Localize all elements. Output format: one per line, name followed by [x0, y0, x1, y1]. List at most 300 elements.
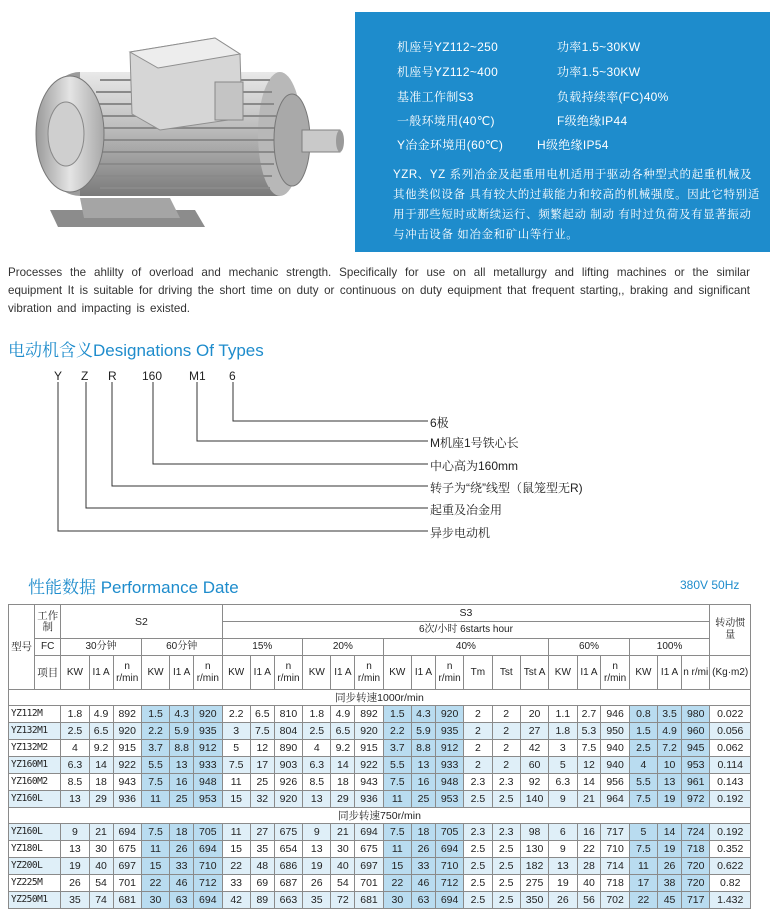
- value-cell: 936: [355, 791, 383, 808]
- p100-header: 100%: [629, 639, 710, 656]
- value-cell: 26: [61, 875, 89, 892]
- value-cell: 275: [520, 875, 548, 892]
- code-m1: M1: [189, 369, 206, 383]
- value-cell: 940: [601, 740, 629, 757]
- value-cell: 350: [520, 892, 548, 909]
- value-cell: 933: [194, 757, 222, 774]
- label-poles: 6极: [430, 416, 449, 430]
- value-cell: 8.8: [411, 740, 435, 757]
- value-cell: 0.622: [710, 858, 751, 875]
- value-cell: 182: [520, 858, 548, 875]
- table-row: [9, 892, 751, 909]
- value-cell: 2.2: [222, 706, 250, 723]
- value-cell: 29: [331, 791, 355, 808]
- value-cell: 11: [222, 774, 250, 791]
- value-cell: 74: [89, 892, 113, 909]
- p40-header: 40%: [383, 639, 549, 656]
- value-cell: 35: [250, 841, 274, 858]
- unit-header-cell: I1 A: [170, 656, 194, 690]
- value-cell: 922: [355, 757, 383, 774]
- model-cell: YZ250M1: [9, 892, 61, 909]
- value-cell: 98: [520, 824, 548, 841]
- value-cell: 694: [113, 824, 141, 841]
- value-cell: 15: [383, 858, 411, 875]
- value-cell: 13: [170, 757, 194, 774]
- fc-header: FC: [35, 639, 61, 656]
- table-row: [9, 841, 751, 858]
- value-cell: 25: [250, 774, 274, 791]
- spec-panel: [355, 12, 770, 252]
- value-cell: 25: [411, 791, 435, 808]
- spec-left: 一般环境用(40℃): [397, 114, 495, 128]
- value-cell: 29: [89, 791, 113, 808]
- value-cell: 980: [682, 706, 710, 723]
- value-cell: 920: [355, 723, 383, 740]
- value-cell: 694: [194, 892, 222, 909]
- value-cell: 7.5: [629, 791, 657, 808]
- value-cell: 1.8: [549, 723, 577, 740]
- value-cell: 20: [520, 706, 548, 723]
- value-cell: 2: [492, 740, 520, 757]
- unit-header-cell: I1 A: [89, 656, 113, 690]
- value-cell: 56: [577, 892, 601, 909]
- value-cell: 14: [89, 757, 113, 774]
- value-cell: 15: [141, 858, 169, 875]
- value-cell: 35: [303, 892, 331, 909]
- value-cell: 3.7: [141, 740, 169, 757]
- unit-header-cell: n r/min: [601, 656, 629, 690]
- value-cell: 3: [549, 740, 577, 757]
- value-cell: 4.3: [411, 706, 435, 723]
- value-cell: 6: [549, 824, 577, 841]
- value-cell: 30: [141, 892, 169, 909]
- value-cell: 712: [194, 875, 222, 892]
- value-cell: 2.5: [464, 875, 492, 892]
- value-cell: 2: [464, 757, 492, 774]
- value-cell: 9.2: [89, 740, 113, 757]
- value-cell: 720: [682, 875, 710, 892]
- value-cell: 32: [250, 791, 274, 808]
- group-1000: 同步转速1000r/min: [9, 690, 751, 706]
- value-cell: 2.2: [383, 723, 411, 740]
- value-cell: 714: [601, 858, 629, 875]
- value-cell: 19: [658, 841, 682, 858]
- table-row: [9, 858, 751, 875]
- value-cell: 1.8: [303, 706, 331, 723]
- unit-header-cell: I1 A: [411, 656, 435, 690]
- p20-header: 20%: [303, 639, 384, 656]
- value-cell: 675: [355, 841, 383, 858]
- value-cell: 2.3: [464, 774, 492, 791]
- value-cell: 19: [303, 858, 331, 875]
- label-center-height: 中心高为160mm: [430, 459, 519, 473]
- value-cell: 28: [577, 858, 601, 875]
- s2-60-header: 60分钟: [141, 639, 222, 656]
- value-cell: 920: [274, 791, 302, 808]
- value-cell: 705: [194, 824, 222, 841]
- value-cell: 0.352: [710, 841, 751, 858]
- performance-table: [8, 604, 751, 909]
- value-cell: 40: [89, 858, 113, 875]
- value-cell: 3: [222, 723, 250, 740]
- value-cell: 7.5: [250, 723, 274, 740]
- value-cell: 936: [113, 791, 141, 808]
- value-cell: 2: [492, 757, 520, 774]
- value-cell: 654: [274, 841, 302, 858]
- value-cell: 2.5: [464, 841, 492, 858]
- value-cell: 11: [383, 841, 411, 858]
- value-cell: 961: [682, 774, 710, 791]
- value-cell: 2.5: [629, 740, 657, 757]
- value-cell: 964: [601, 791, 629, 808]
- value-cell: 15: [222, 791, 250, 808]
- model-cell: YZ132M2: [9, 740, 61, 757]
- unit-header-cell: n r/min: [355, 656, 383, 690]
- code-160: 160: [142, 369, 163, 383]
- value-cell: 810: [274, 706, 302, 723]
- value-cell: 687: [274, 875, 302, 892]
- duty-header: 工作制: [35, 605, 61, 639]
- designation-lines: [0, 360, 560, 550]
- spec-right: H级绝缘IP54: [537, 138, 609, 152]
- value-cell: 17: [629, 875, 657, 892]
- value-cell: 16: [170, 774, 194, 791]
- value-cell: 18: [89, 774, 113, 791]
- value-cell: 710: [194, 858, 222, 875]
- code-z: Z: [81, 369, 89, 383]
- unit-header-cell: KW: [303, 656, 331, 690]
- value-cell: 25: [170, 791, 194, 808]
- value-cell: 21: [577, 791, 601, 808]
- value-cell: 48: [250, 858, 274, 875]
- value-cell: 915: [355, 740, 383, 757]
- value-cell: 22: [141, 875, 169, 892]
- unit-header-cell: I1 A: [658, 656, 682, 690]
- p15-header: 15%: [222, 639, 303, 656]
- value-cell: 22: [222, 858, 250, 875]
- motor-image: [20, 22, 345, 234]
- value-cell: 30: [383, 892, 411, 909]
- value-cell: 9.2: [331, 740, 355, 757]
- value-cell: 19: [61, 858, 89, 875]
- value-cell: 694: [355, 824, 383, 841]
- value-cell: 948: [194, 774, 222, 791]
- value-cell: 953: [194, 791, 222, 808]
- value-cell: 4.9: [658, 723, 682, 740]
- model-cell: YZ160M2: [9, 774, 61, 791]
- value-cell: 0.82: [710, 875, 751, 892]
- value-cell: 38: [658, 875, 682, 892]
- value-cell: 18: [331, 774, 355, 791]
- s2-header: S2: [61, 605, 222, 639]
- value-cell: 953: [682, 757, 710, 774]
- value-cell: 14: [658, 824, 682, 841]
- value-cell: 694: [435, 892, 463, 909]
- value-cell: 6.3: [549, 774, 577, 791]
- value-cell: 30: [89, 841, 113, 858]
- designation-heading: 电动机含义Designations Of Types: [8, 341, 264, 360]
- value-cell: 946: [601, 706, 629, 723]
- unit-header-cell: n r/mi: [682, 656, 710, 690]
- value-cell: 27: [520, 723, 548, 740]
- unit-header-cell: I1 A: [577, 656, 601, 690]
- table-row: [9, 774, 751, 791]
- value-cell: 675: [274, 824, 302, 841]
- value-cell: 2.5: [61, 723, 89, 740]
- value-cell: 892: [113, 706, 141, 723]
- value-cell: 5: [629, 824, 657, 841]
- value-cell: 710: [435, 858, 463, 875]
- value-cell: 5.5: [141, 757, 169, 774]
- value-cell: 0.192: [710, 824, 751, 841]
- value-cell: 19: [658, 791, 682, 808]
- unit-header-cell: KW: [549, 656, 577, 690]
- model-cell: YZ132M1: [9, 723, 61, 740]
- value-cell: 54: [331, 875, 355, 892]
- value-cell: 681: [113, 892, 141, 909]
- value-cell: 13: [549, 858, 577, 875]
- value-cell: 2: [464, 740, 492, 757]
- value-cell: 40: [331, 858, 355, 875]
- model-header: 型号: [9, 605, 35, 690]
- value-cell: 130: [520, 841, 548, 858]
- value-cell: 9: [61, 824, 89, 841]
- value-cell: 720: [682, 858, 710, 875]
- spec-row: [397, 136, 609, 153]
- unit-header-cell: Tst: [492, 656, 520, 690]
- value-cell: 27: [250, 824, 274, 841]
- value-cell: 2.5: [492, 858, 520, 875]
- value-cell: 0.192: [710, 791, 751, 808]
- unit-header-cell: n r/min: [274, 656, 302, 690]
- value-cell: 13: [61, 791, 89, 808]
- model-cell: YZ225M: [9, 875, 61, 892]
- spec-left: 机座号YZ112~400: [397, 65, 499, 79]
- value-cell: 681: [355, 892, 383, 909]
- value-cell: 5.3: [577, 723, 601, 740]
- value-cell: 35: [61, 892, 89, 909]
- value-cell: 5.9: [411, 723, 435, 740]
- value-cell: 3.7: [383, 740, 411, 757]
- value-cell: 45: [658, 892, 682, 909]
- value-cell: 33: [411, 858, 435, 875]
- value-cell: 933: [435, 757, 463, 774]
- value-cell: 701: [113, 875, 141, 892]
- unit-header-cell: I1 A: [331, 656, 355, 690]
- value-cell: 8.8: [170, 740, 194, 757]
- value-cell: 11: [629, 858, 657, 875]
- value-cell: 26: [411, 841, 435, 858]
- value-cell: 13: [303, 841, 331, 858]
- value-cell: 7.5: [629, 841, 657, 858]
- value-cell: 2: [464, 706, 492, 723]
- value-cell: 697: [355, 858, 383, 875]
- value-cell: 950: [601, 723, 629, 740]
- value-cell: 717: [682, 892, 710, 909]
- value-cell: 16: [411, 774, 435, 791]
- value-cell: 1.1: [549, 706, 577, 723]
- value-cell: 46: [411, 875, 435, 892]
- value-cell: 63: [411, 892, 435, 909]
- value-cell: 710: [601, 841, 629, 858]
- value-cell: 0.114: [710, 757, 751, 774]
- table-row: [9, 723, 751, 740]
- value-cell: 40: [577, 875, 601, 892]
- value-cell: 5: [549, 757, 577, 774]
- value-cell: 4: [629, 757, 657, 774]
- value-cell: 18: [411, 824, 435, 841]
- value-cell: 2.3: [464, 824, 492, 841]
- value-cell: 7.5: [383, 774, 411, 791]
- spec-left: 基准工作制S3: [397, 90, 474, 104]
- value-cell: 956: [601, 774, 629, 791]
- code-r: R: [108, 369, 117, 383]
- value-cell: 92: [520, 774, 548, 791]
- value-cell: 2.5: [492, 875, 520, 892]
- value-cell: 2.5: [492, 791, 520, 808]
- value-cell: 54: [89, 875, 113, 892]
- value-cell: 7.2: [658, 740, 682, 757]
- value-cell: 9: [303, 824, 331, 841]
- spec-row: [397, 88, 669, 105]
- value-cell: 1.5: [383, 706, 411, 723]
- model-cell: YZ160L: [9, 824, 61, 841]
- unit-header-cell: KW: [222, 656, 250, 690]
- value-cell: 922: [113, 757, 141, 774]
- code-y: Y: [54, 369, 63, 383]
- value-cell: 10: [658, 757, 682, 774]
- unit-header-cell: Tm: [464, 656, 492, 690]
- value-cell: 945: [682, 740, 710, 757]
- value-cell: 804: [274, 723, 302, 740]
- spec-left: 机座号YZ112~250: [397, 40, 499, 54]
- value-cell: 697: [113, 858, 141, 875]
- value-cell: 724: [682, 824, 710, 841]
- value-cell: 6.3: [61, 757, 89, 774]
- value-cell: 2.5: [303, 723, 331, 740]
- value-cell: 16: [577, 824, 601, 841]
- value-cell: 7.5: [383, 824, 411, 841]
- value-cell: 948: [435, 774, 463, 791]
- value-cell: 21: [331, 824, 355, 841]
- unit-header-cell: n r/min: [435, 656, 463, 690]
- group-750: 同步转速750r/min: [9, 808, 751, 824]
- value-cell: 22: [629, 892, 657, 909]
- unit-header-cell: KW: [61, 656, 89, 690]
- value-cell: 7.5: [222, 757, 250, 774]
- value-cell: 13: [303, 791, 331, 808]
- value-cell: 5.5: [383, 757, 411, 774]
- value-cell: 26: [170, 841, 194, 858]
- value-cell: 0.022: [710, 706, 751, 723]
- value-cell: 0.8: [629, 706, 657, 723]
- model-cell: YZ180L: [9, 841, 61, 858]
- value-cell: 1.5: [141, 706, 169, 723]
- item-header: 项目: [35, 656, 61, 690]
- value-cell: 6.5: [250, 706, 274, 723]
- performance-heading: 性能数据 Performance Date: [28, 578, 239, 597]
- table-row: [9, 875, 751, 892]
- table-row: [9, 740, 751, 757]
- unit-header-cell: KW: [629, 656, 657, 690]
- spec-right: F级绝缘IP44: [557, 114, 628, 128]
- value-cell: 26: [303, 875, 331, 892]
- value-cell: 14: [577, 774, 601, 791]
- value-cell: 2.7: [577, 706, 601, 723]
- table-row: [9, 757, 751, 774]
- value-cell: 33: [170, 858, 194, 875]
- unit-header-cell: n r/min: [113, 656, 141, 690]
- value-cell: 14: [331, 757, 355, 774]
- value-cell: 675: [113, 841, 141, 858]
- value-cell: 890: [274, 740, 302, 757]
- value-cell: 2.5: [492, 892, 520, 909]
- unit-header-cell: I1 A: [250, 656, 274, 690]
- value-cell: 0.062: [710, 740, 751, 757]
- model-cell: YZ160M1: [9, 757, 61, 774]
- value-cell: 4.9: [89, 706, 113, 723]
- value-cell: 30: [331, 841, 355, 858]
- value-cell: 21: [89, 824, 113, 841]
- value-cell: 12: [577, 757, 601, 774]
- value-cell: 702: [601, 892, 629, 909]
- value-cell: 940: [601, 757, 629, 774]
- model-cell: YZ112M: [9, 706, 61, 723]
- table-row: [9, 706, 751, 723]
- value-cell: 972: [682, 791, 710, 808]
- value-cell: 718: [682, 841, 710, 858]
- value-cell: 6.3: [303, 757, 331, 774]
- spec-row: [397, 38, 641, 55]
- value-cell: 694: [194, 841, 222, 858]
- label-async: 异步电动机: [430, 526, 491, 540]
- value-cell: 22: [383, 875, 411, 892]
- value-cell: 12: [250, 740, 274, 757]
- value-cell: 11: [383, 791, 411, 808]
- value-cell: 935: [435, 723, 463, 740]
- value-cell: 46: [170, 875, 194, 892]
- value-cell: 13: [61, 841, 89, 858]
- value-cell: 912: [435, 740, 463, 757]
- value-cell: 953: [435, 791, 463, 808]
- value-cell: 920: [435, 706, 463, 723]
- value-cell: 18: [170, 824, 194, 841]
- value-cell: 717: [601, 824, 629, 841]
- value-cell: 7.5: [141, 774, 169, 791]
- value-cell: 26: [549, 892, 577, 909]
- value-cell: 5: [222, 740, 250, 757]
- value-cell: 705: [435, 824, 463, 841]
- value-cell: 4.3: [170, 706, 194, 723]
- english-description: Processes the ahlilty of overload and mechanic strength. Specifically for use on all metallurgy and lifting machines or the similar equipment It is suitable for driving the short time on duty or continuous on duty equipment that frequent starting,, braking and significant vibration and impacting is existed.: [8, 266, 750, 315]
- value-cell: 2.3: [492, 824, 520, 841]
- value-cell: 11: [141, 791, 169, 808]
- value-cell: 11: [222, 824, 250, 841]
- value-cell: 0.143: [710, 774, 751, 791]
- value-cell: 912: [194, 740, 222, 757]
- designation-diagram: [0, 360, 583, 550]
- value-cell: 1.5: [629, 723, 657, 740]
- value-cell: 0.056: [710, 723, 751, 740]
- value-cell: 4: [61, 740, 89, 757]
- value-cell: 22: [577, 841, 601, 858]
- value-cell: 42: [222, 892, 250, 909]
- label-lifting: 起重及冶金用: [430, 503, 503, 517]
- value-cell: 2.2: [141, 723, 169, 740]
- value-cell: 2.5: [492, 841, 520, 858]
- value-cell: 2.5: [464, 858, 492, 875]
- label-rotor: 转子为“绕”线型（鼠笼型无R): [430, 481, 583, 495]
